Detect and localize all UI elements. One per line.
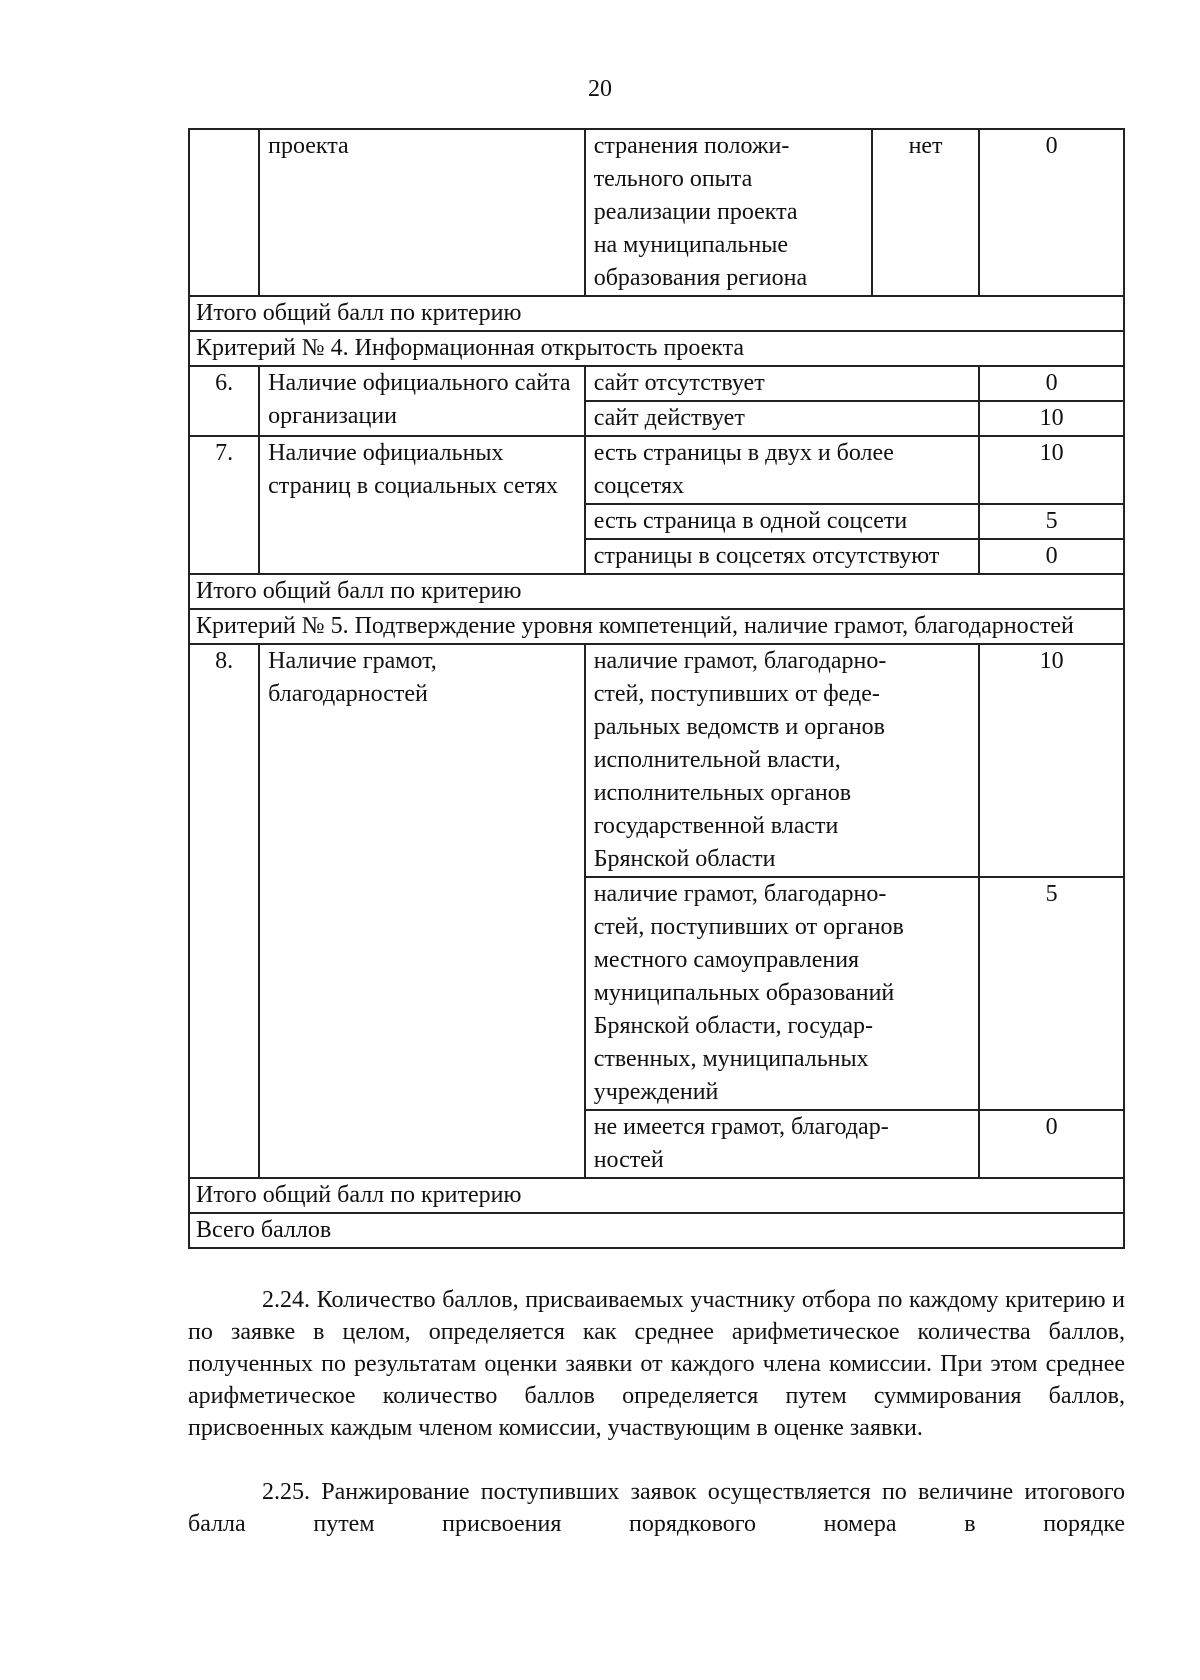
option-text: наличие грамот, благодарно- стей, поступивших от феде- ральных ведомств и органов исполнительной власти, исполнительных органов государственной власти Брянской области (585, 644, 980, 877)
score-value: 5 (979, 877, 1124, 1110)
indicator-name: Наличие грамот, благодарностей (259, 644, 585, 1178)
num-cell (189, 129, 259, 296)
grand-total-label: Всего баллов (189, 1213, 1124, 1248)
table-row (189, 644, 1124, 877)
total-row (189, 1178, 1124, 1213)
option-text: страницы в соцсетях отсутствуют (585, 539, 980, 574)
total-label: Итого общий балл по критерию (189, 296, 1124, 331)
row-number: 8. (189, 644, 259, 1178)
indicator-name: Наличие официальных страниц в социальных сетях (259, 436, 585, 574)
option-text: не имеется грамот, благодар- ностей (585, 1110, 980, 1178)
total-row (189, 574, 1124, 609)
score-value: 10 (979, 644, 1124, 877)
total-label: Итого общий балл по критерию (189, 1178, 1124, 1213)
row-number: 6. (189, 366, 259, 436)
option-text: сайт действует (585, 401, 980, 436)
total-label: Итого общий балл по критерию (189, 574, 1124, 609)
criteria-table (188, 128, 1125, 1249)
option-text: есть страница в одной соцсети (585, 504, 980, 539)
table-row (189, 436, 1124, 504)
answer-cell: нет (872, 129, 979, 296)
page-number: 20 (588, 76, 612, 102)
score-value: 5 (979, 504, 1124, 539)
total-row (189, 296, 1124, 331)
table-row (189, 129, 1124, 296)
option-text: наличие грамот, благодарно- стей, поступивших от органов местного самоуправления муниципальных образований Брянской области, государ- ственных, муниципальных учреждений (585, 877, 980, 1110)
paragraph-2-24: 2.24. Количество баллов, присваиваемых участнику отбора по каждому критерию и по заявке в целом, определяется как среднее арифметическое количества баллов, полученных по результатам оценки заявки от каждого члена комиссии. При этом среднее арифметическое количество баллов определяется путем суммирования баллов, присвоенных каждым членом комиссии, участвующим в оценке заявки. (188, 1287, 1125, 1441)
option-text: есть страницы в двух и более соцсетях (585, 436, 980, 504)
criterion-5-title: Критерий № 5. Подтверждение уровня компетенций, наличие грамот, благодарностей (189, 609, 1124, 644)
criterion-header-row (189, 609, 1124, 644)
row-number: 7. (189, 436, 259, 574)
indicator-name: Наличие официального сайта организации (259, 366, 585, 436)
score-value: 10 (979, 436, 1124, 504)
score-cell: 0 (979, 129, 1124, 296)
criterion-4-title: Критерий № 4. Информационная открытость проекта (189, 331, 1124, 366)
score-value: 0 (979, 539, 1124, 574)
paragraph-2-25: 2.25. Ранжирование поступивших заявок осуществляется по величине итогового балла путем присвоения порядкового номера в порядке (188, 1479, 1125, 1537)
table-row (189, 366, 1124, 401)
option-text: сайт отсутствует (585, 366, 980, 401)
criterion-name-cell: проекта (259, 129, 585, 296)
grand-total-row (189, 1213, 1124, 1248)
score-value: 10 (979, 401, 1124, 436)
criterion-header-row (189, 331, 1124, 366)
score-value: 0 (979, 366, 1124, 401)
score-value: 0 (979, 1110, 1124, 1178)
criterion-desc-cell: странения положи- тельного опыта реализации проекта на муниципальные образования региона (585, 129, 872, 296)
